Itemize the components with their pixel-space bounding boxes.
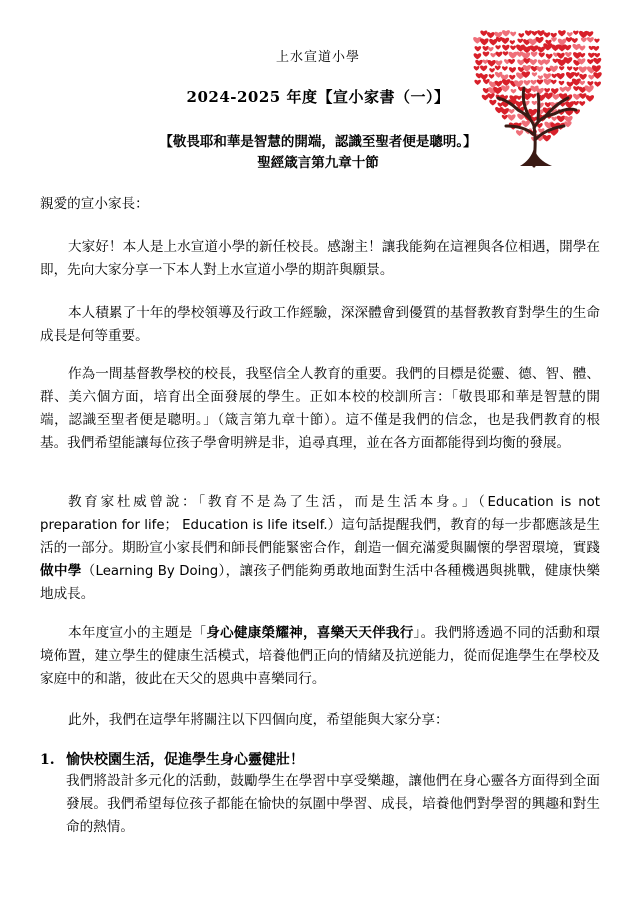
p5-text-a: 本年度宣小的主題是「 (68, 625, 207, 641)
small-heart-icon (565, 101, 574, 108)
small-heart-icon (573, 67, 578, 71)
small-heart-icon (503, 51, 509, 55)
small-heart-icon (579, 81, 585, 85)
small-heart-icon (537, 80, 543, 85)
small-heart-icon (511, 89, 517, 94)
small-heart-icon (586, 95, 594, 102)
small-heart-icon (579, 101, 585, 106)
small-heart-icon (522, 120, 531, 127)
small-heart-icon (557, 116, 565, 123)
small-heart-icon (551, 33, 557, 38)
small-heart-icon (558, 30, 566, 36)
small-heart-icon (488, 47, 494, 52)
p4-text-a: 教育家杜威曾說：「教育不是為了生活，而是生活本身。」（ (68, 494, 488, 510)
small-heart-icon (536, 37, 544, 43)
small-heart-icon (495, 66, 501, 71)
small-heart-icon (538, 75, 543, 79)
paragraph-dewey-quote (40, 491, 600, 606)
salutation: 親愛的宣小家長： (40, 196, 149, 212)
school-motto: 【敬畏耶和華是智慧的開端，認識至聖者便是聰明。】 (159, 134, 477, 150)
small-heart-icon (530, 45, 538, 52)
small-heart-icon (536, 66, 543, 72)
small-heart-icon (581, 38, 587, 43)
small-heart-icon (523, 80, 530, 85)
small-heart-icon (564, 86, 571, 92)
small-heart-icon (483, 79, 490, 84)
motto-reference: 聖經箴言第九章十節 (257, 155, 379, 171)
small-heart-icon (593, 58, 601, 64)
small-heart-icon (489, 74, 495, 79)
small-heart-icon (566, 72, 575, 79)
small-heart-icon (551, 37, 557, 42)
small-heart-icon (594, 39, 599, 43)
small-heart-icon (480, 65, 487, 71)
small-heart-icon (482, 59, 488, 64)
small-heart-icon (474, 66, 480, 71)
small-heart-icon (544, 79, 552, 85)
small-heart-icon (544, 32, 551, 37)
small-heart-icon (501, 38, 509, 44)
small-heart-icon (508, 59, 515, 64)
small-heart-icon (475, 46, 482, 51)
small-heart-icon (502, 115, 508, 120)
small-heart-icon (518, 33, 524, 38)
small-heart-icon (579, 53, 585, 58)
small-heart-icon (532, 101, 537, 105)
small-heart-icon (567, 32, 573, 37)
small-heart-icon (543, 135, 551, 142)
focus-item-title: 愉快校園生活，促進學生身心靈健壯！ (66, 752, 304, 768)
small-heart-icon (537, 30, 544, 36)
small-heart-icon (510, 46, 516, 51)
small-heart-icon (508, 52, 517, 59)
small-heart-icon (516, 130, 523, 136)
small-heart-icon (531, 52, 538, 57)
annual-theme: 身心健康榮耀神，喜樂天天伴我行 (206, 625, 414, 641)
small-heart-icon (550, 66, 558, 73)
small-heart-icon (523, 58, 530, 64)
small-heart-icon (490, 53, 496, 58)
small-heart-icon (587, 81, 593, 86)
small-heart-icon (493, 87, 502, 94)
small-heart-icon (532, 31, 538, 36)
small-heart-icon (594, 53, 600, 58)
small-heart-icon (487, 32, 495, 38)
small-heart-icon (573, 101, 579, 106)
small-heart-icon (487, 93, 494, 99)
small-heart-icon (475, 60, 482, 66)
paragraph-focus-intro: 此外，我們在這學年將關注以下四個向度，希望能與大家分享： (68, 712, 449, 728)
small-heart-icon (573, 86, 579, 91)
small-heart-icon (544, 93, 553, 100)
p4-text-b: ）這句話提醒我們，教育的每一步都應該是生活的一部分。期盼宣小家長們和師長們能緊密合作，創造一個充滿愛與關懷的學習環境，實踐 (40, 517, 601, 556)
small-heart-icon (517, 39, 523, 44)
small-heart-icon (489, 39, 497, 46)
small-heart-icon (579, 46, 586, 51)
small-heart-icon (546, 54, 553, 59)
small-heart-icon (552, 94, 560, 100)
small-heart-icon (514, 80, 523, 87)
p4-text-d: ），讓孩子們能夠勇敢地面對生活中各種機遇與挑戰，健康快樂地成長。 (40, 563, 601, 602)
small-heart-icon (579, 66, 587, 73)
small-heart-icon (557, 73, 565, 79)
small-heart-icon (588, 75, 594, 80)
small-heart-icon (495, 45, 500, 49)
small-heart-icon (551, 80, 557, 85)
small-heart-icon (539, 53, 545, 58)
small-heart-icon (564, 45, 571, 51)
small-heart-icon (573, 31, 579, 35)
small-heart-icon (523, 65, 531, 72)
small-heart-icon (489, 100, 496, 106)
small-heart-icon (586, 31, 593, 37)
small-heart-icon (495, 81, 503, 87)
school-name: 上水宣道小學 (275, 50, 360, 65)
small-heart-icon (474, 80, 481, 85)
small-heart-icon (587, 37, 594, 43)
small-heart-icon (567, 66, 572, 70)
small-heart-icon (495, 52, 502, 58)
paragraph-annual-theme (40, 622, 600, 691)
small-heart-icon (525, 30, 532, 36)
small-heart-icon (500, 108, 509, 115)
small-heart-icon (482, 46, 488, 51)
small-heart-icon (594, 82, 601, 87)
small-heart-icon (487, 60, 495, 67)
small-heart-icon (557, 53, 565, 59)
small-heart-icon (579, 93, 586, 99)
small-heart-icon (537, 46, 545, 52)
small-heart-icon (483, 51, 490, 56)
small-heart-icon (489, 68, 495, 73)
small-heart-icon (593, 72, 601, 79)
small-heart-icon (509, 109, 515, 114)
document-title: 2024-2025 年度【宣小家書（一）】 (186, 88, 450, 106)
focus-item-body: 我們將設計多元化的活動，鼓勵學生在學習中享受樂趣，讓他們在身心靈各方面得到全面發展。我們希望每位孩子都能在愉快的氛圍中學習、成長，培養他們對學習的興趣和對生命的熱情。 (66, 773, 600, 835)
paragraph-intro: 大家好！本人是上水宣道小學的新任校長。感謝主！讓我能夠在這裡與各位相遇，開學在即，先向大家分享一下本人對上水宣道小學的期許與願景。 (40, 239, 600, 278)
small-heart-icon (543, 59, 550, 65)
small-heart-icon (551, 117, 557, 122)
small-heart-icon (532, 72, 537, 76)
small-heart-icon (480, 30, 487, 36)
small-heart-icon (543, 73, 551, 79)
small-heart-icon (516, 96, 521, 100)
p4-text-c: （ (81, 563, 96, 579)
small-heart-icon (509, 67, 516, 73)
small-heart-icon (502, 66, 508, 71)
small-heart-icon (585, 85, 594, 92)
small-heart-icon (565, 52, 572, 57)
small-heart-icon (501, 85, 509, 92)
small-heart-icon (545, 102, 551, 107)
small-heart-icon (509, 75, 515, 80)
small-heart-icon (559, 66, 564, 70)
small-heart-icon (530, 94, 536, 99)
small-heart-icon (474, 53, 482, 59)
small-heart-icon (529, 59, 537, 65)
p5-text-b: 」。我們將透過不同的活動和環境佈置，建立學生的健康生活模式，培養他們正向的情緒及抗逆能力，從而促進學生在學校及家庭中的和諧，彼此在天父的恩典中喜樂同行。 (40, 625, 601, 687)
small-heart-icon (502, 30, 510, 36)
paragraph-holistic-education: 作為一間基督教學校的校長，我堅信全人教育的重要。我們的目標是從靈、德、智、體、群、美六個方面，培育出全面發展的學生。正如本校的校訓所言：「敬畏耶和華是智慧的開端，認識至聖者便是聰明。」（箴言第九章十節）。這不僅是我們的信念，也是我們教育的根基。我們希望能讓每位孩子學會明辨是非，追尋真理，並在各方面都能得到均衡的發展。 (40, 366, 600, 451)
small-heart-icon (502, 45, 509, 51)
small-heart-icon (559, 81, 565, 86)
small-heart-icon (544, 88, 550, 93)
paragraph-experience: 本人積累了十年的學校領導及行政工作經驗，深深體會到優質的基督教教育對學生的生命成長是何等重要。 (40, 305, 600, 344)
small-heart-icon (588, 53, 595, 58)
focus-item-heading (40, 749, 304, 769)
small-heart-icon (551, 74, 557, 79)
small-heart-icon (587, 59, 594, 64)
small-heart-icon (507, 114, 515, 120)
p4-bold-phrase: 做中學 (40, 563, 82, 579)
p4-english-phrase: Learning By Doing (95, 564, 219, 579)
small-heart-icon (572, 38, 578, 43)
focus-item-number: 1. (40, 752, 55, 768)
small-heart-icon (530, 80, 536, 85)
small-heart-icon (495, 60, 502, 66)
small-heart-icon (566, 37, 572, 42)
small-heart-icon (502, 79, 511, 86)
small-heart-icon (510, 32, 516, 37)
small-heart-icon (510, 40, 515, 44)
small-heart-icon (574, 72, 580, 77)
small-heart-icon (480, 38, 489, 45)
p4-english-quote: Education is not preparation for life； Education is life itself. (40, 495, 600, 533)
small-heart-icon (593, 46, 599, 51)
small-heart-icon (524, 88, 531, 94)
heart-tree-icon (472, 28, 604, 168)
